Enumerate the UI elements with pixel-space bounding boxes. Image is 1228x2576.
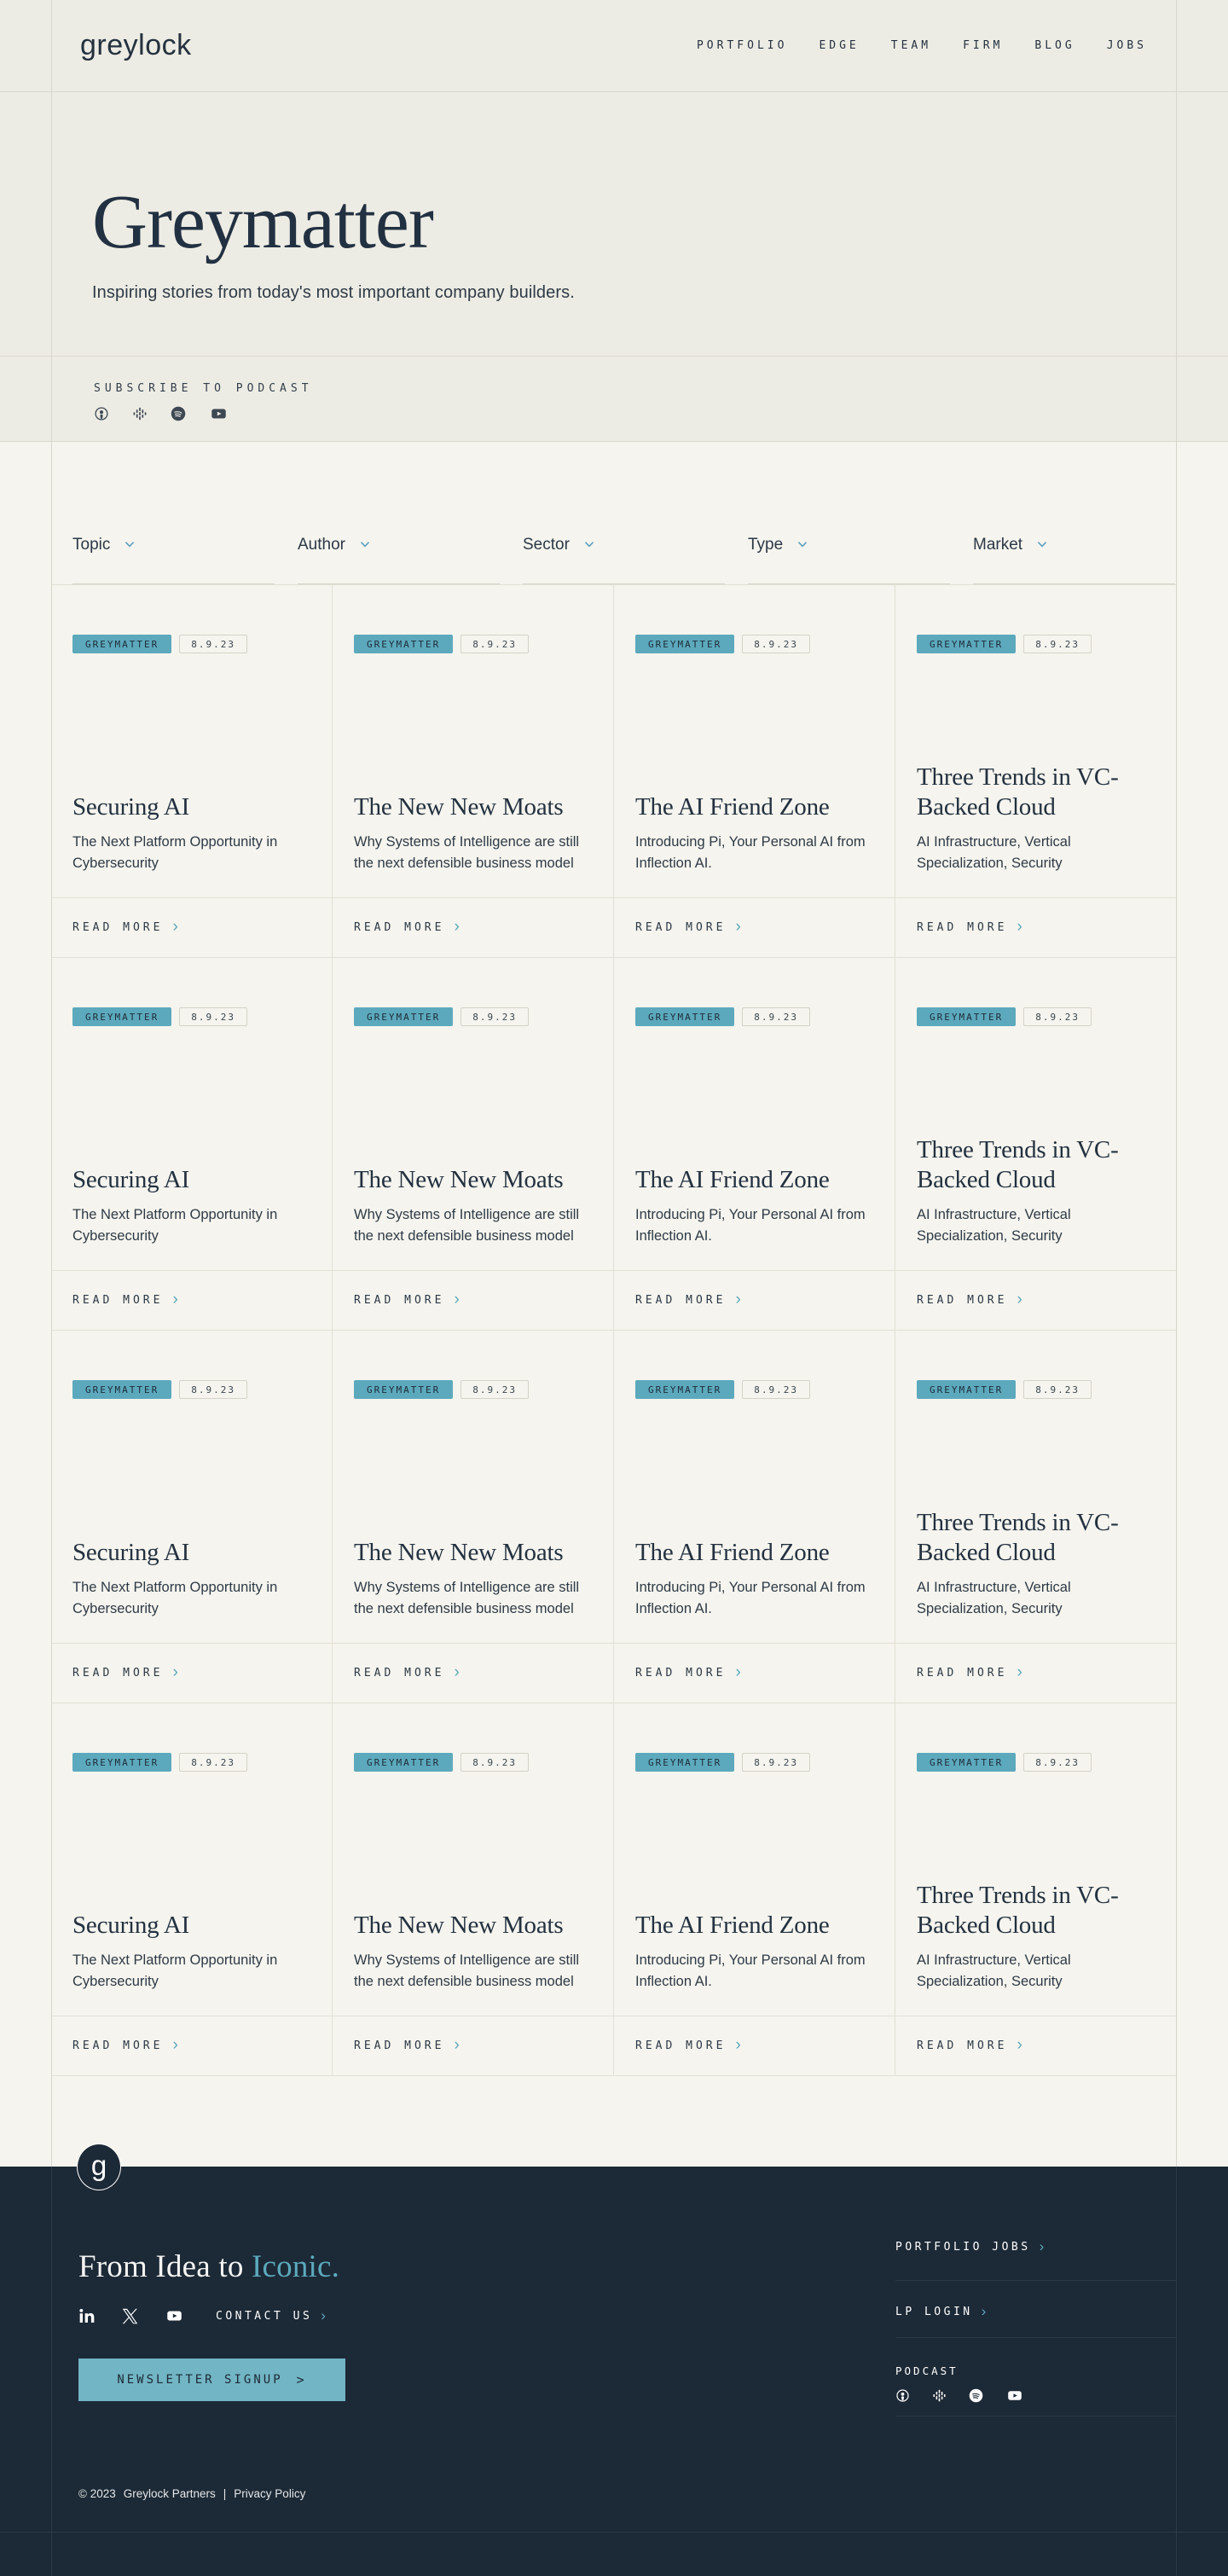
- contact-us-link[interactable]: [216, 2306, 326, 2324]
- youtube-icon: [209, 406, 229, 421]
- article-subtitle: Why Systems of Intelligence are still the next defensible business model: [354, 1206, 580, 1244]
- page-frame-line-right: [1176, 0, 1177, 2167]
- read-more-label: READ MORE: [635, 1294, 727, 1307]
- filter-label: Market: [973, 535, 1023, 554]
- read-more-label: READ MORE: [917, 2039, 1008, 2052]
- nav-item-portfolio[interactable]: PORTFOLIO: [696, 39, 788, 52]
- youtube-link[interactable]: [209, 406, 229, 421]
- filter-author[interactable]: [298, 517, 500, 584]
- footer-podcast-row: [895, 2338, 1176, 2416]
- read-more-link[interactable]: [51, 1643, 332, 1703]
- chevron-right-icon: ›: [172, 1663, 178, 1681]
- privacy-policy-link[interactable]: Privacy Policy: [234, 2487, 306, 2500]
- date-chip: 8.9.23: [179, 1007, 247, 1026]
- article-grid: [51, 584, 1177, 2076]
- linkedin-link[interactable]: [78, 2307, 96, 2324]
- card-tag-row: [333, 1753, 613, 1772]
- card-tag-row: [51, 1007, 332, 1026]
- chevron-down-icon: [584, 541, 594, 548]
- footer-social-row: [78, 2307, 345, 2324]
- read-more-link[interactable]: [51, 897, 332, 957]
- article-card[interactable]: [895, 1703, 1177, 2076]
- nav-item-firm[interactable]: FIRM: [963, 39, 1004, 52]
- apple-podcasts-icon: [895, 2388, 910, 2403]
- footer-link-row: [895, 2281, 1176, 2338]
- read-more-link[interactable]: [895, 2016, 1177, 2075]
- date-chip: 8.9.23: [460, 635, 529, 653]
- read-more-label: READ MORE: [635, 2039, 727, 2052]
- article-title: The New New Moats: [354, 1166, 564, 1194]
- read-more-link[interactable]: [333, 1270, 613, 1330]
- article-subtitle: The Next Platform Opportunity in Cybersecurity: [72, 1206, 278, 1244]
- chevron-right-icon: ›: [172, 1291, 178, 1308]
- nav-item-edge[interactable]: EDGE: [819, 39, 860, 52]
- article-subtitle: AI Infrastructure, Vertical Specialization, Security: [917, 833, 1071, 872]
- article-title: Three Trends in VC-Backed Cloud: [917, 1882, 1119, 1940]
- read-more-link[interactable]: [333, 897, 613, 957]
- read-more-link[interactable]: [51, 2016, 332, 2075]
- card-tag-row: [614, 1380, 895, 1399]
- youtube-link[interactable]: [165, 2308, 184, 2324]
- date-chip: 8.9.23: [460, 1753, 529, 1772]
- chevron-down-icon: [360, 541, 370, 548]
- article-title: The AI Friend Zone: [635, 1912, 830, 1940]
- read-more-label: READ MORE: [917, 1667, 1008, 1680]
- read-more-link[interactable]: [895, 1270, 1177, 1330]
- article-subtitle: Why Systems of Intelligence are still the next defensible business model: [354, 1952, 580, 1990]
- read-more-label: READ MORE: [635, 921, 727, 934]
- contact-us-label: CONTACT US: [216, 2309, 313, 2323]
- card-body: [895, 1772, 1177, 2016]
- page-frame-line-left: [51, 0, 52, 2167]
- chevron-right-icon: ›: [1039, 2238, 1045, 2254]
- chevron-right-icon: ›: [735, 918, 741, 936]
- greymatter-badge: GREYMATTER: [635, 1380, 734, 1399]
- greymatter-badge: GREYMATTER: [354, 1007, 453, 1026]
- read-more-link[interactable]: [614, 897, 895, 957]
- card-tag-row: [895, 1753, 1177, 1772]
- card-tag-row: [614, 1007, 895, 1026]
- card-tag-row: [333, 1380, 613, 1399]
- card-tag-row: [895, 1007, 1177, 1026]
- filter-label: Sector: [523, 535, 570, 554]
- article-card[interactable]: [614, 585, 895, 958]
- subscribe-label: SUBSCRIBE TO PODCAST: [94, 382, 313, 395]
- article-card[interactable]: [51, 1331, 333, 1703]
- read-more-label: READ MORE: [72, 1294, 164, 1307]
- card-body: [333, 653, 613, 897]
- date-chip: 8.9.23: [1023, 1753, 1092, 1772]
- article-subtitle: The Next Platform Opportunity in Cybersecurity: [72, 833, 278, 872]
- article-title: Securing AI: [72, 793, 190, 821]
- article-card[interactable]: [614, 1703, 895, 2076]
- greymatter-badge: GREYMATTER: [635, 1753, 734, 1772]
- chevron-right-icon: ›: [1017, 918, 1022, 936]
- card-tag-row: [333, 1007, 613, 1026]
- apple-podcasts-link[interactable]: [94, 406, 109, 421]
- footer-frame-line-right: [1176, 2167, 1177, 2576]
- footer-apple-podcasts-link[interactable]: [895, 2388, 910, 2403]
- card-tag-row: [895, 1380, 1177, 1399]
- chevron-right-icon: ›: [454, 918, 460, 936]
- google-podcasts-link[interactable]: [132, 406, 148, 421]
- card-body: [333, 1026, 613, 1270]
- google-podcasts-icon: [132, 406, 148, 421]
- article-subtitle: Introducing Pi, Your Personal AI from Inflection AI.: [635, 833, 866, 872]
- google-podcasts-icon: [932, 2388, 947, 2403]
- copyright-divider: |: [223, 2487, 227, 2500]
- date-chip: 8.9.23: [742, 635, 810, 653]
- read-more-label: READ MORE: [354, 1667, 445, 1680]
- apple-podcasts-icon: [94, 406, 109, 421]
- g-logo-letter: g: [90, 2149, 107, 2181]
- date-chip: 8.9.23: [179, 1380, 247, 1399]
- article-subtitle: AI Infrastructure, Vertical Specialization, Security: [917, 1579, 1071, 1617]
- greylock-g-logo[interactable]: [77, 2144, 121, 2190]
- newsletter-label: NEWSLETTER SIGNUP: [117, 2373, 283, 2387]
- card-body: [333, 1399, 613, 1643]
- pre-footer-gap: [0, 2076, 1228, 2167]
- date-chip: 8.9.23: [742, 1007, 810, 1026]
- newsletter-arrow-icon: >: [296, 2372, 307, 2387]
- chevron-right-icon: ›: [981, 2303, 987, 2319]
- nav-item-team[interactable]: TEAM: [890, 39, 932, 52]
- article-title: The AI Friend Zone: [635, 1166, 830, 1194]
- hero-section: [0, 92, 1228, 357]
- chevron-down-icon: [797, 541, 808, 548]
- greymatter-badge: GREYMATTER: [635, 635, 734, 653]
- subscribe-icon-row: [94, 406, 1228, 421]
- read-more-label: READ MORE: [72, 2039, 164, 2052]
- read-more-label: READ MORE: [635, 1667, 727, 1680]
- copyright-year: © 2023: [78, 2487, 116, 2500]
- greymatter-badge: GREYMATTER: [72, 635, 171, 653]
- chevron-right-icon: ›: [172, 2036, 178, 2054]
- footer-tagline: [78, 2248, 345, 2285]
- article-subtitle: Introducing Pi, Your Personal AI from Inflection AI.: [635, 1952, 866, 1990]
- date-chip: 8.9.23: [1023, 635, 1092, 653]
- article-title: The AI Friend Zone: [635, 1539, 830, 1567]
- read-more-link[interactable]: [333, 1643, 613, 1703]
- article-title: The New New Moats: [354, 793, 564, 821]
- article-subtitle: AI Infrastructure, Vertical Specialization, Security: [917, 1206, 1071, 1244]
- portfolio-jobs-link[interactable]: [895, 2240, 1176, 2254]
- article-subtitle: Introducing Pi, Your Personal AI from Inflection AI.: [635, 1579, 866, 1617]
- article-card[interactable]: [333, 958, 614, 1331]
- chevron-right-icon: ›: [735, 1663, 741, 1681]
- card-tag-row: [614, 635, 895, 653]
- article-subtitle: The Next Platform Opportunity in Cybersecurity: [72, 1579, 278, 1617]
- article-subtitle: The Next Platform Opportunity in Cybersecurity: [72, 1952, 278, 1990]
- podcast-label: PODCAST: [895, 2364, 959, 2377]
- copyright-company: Greylock Partners: [123, 2487, 216, 2500]
- footer-podcast-icon-row: [895, 2388, 1176, 2403]
- article-card[interactable]: [51, 1703, 333, 2076]
- chevron-down-icon: [1037, 541, 1047, 548]
- page-title: Greymatter: [92, 180, 433, 264]
- date-chip: 8.9.23: [742, 1380, 810, 1399]
- greymatter-badge: GREYMATTER: [72, 1753, 171, 1772]
- card-body: [333, 1772, 613, 2016]
- spotify-link[interactable]: [171, 406, 186, 421]
- card-tag-row: [51, 635, 332, 653]
- greymatter-badge: GREYMATTER: [635, 1007, 734, 1026]
- spotify-icon: [171, 406, 186, 421]
- greymatter-badge: GREYMATTER: [72, 1380, 171, 1399]
- chevron-right-icon: ›: [1017, 1291, 1022, 1308]
- card-body: [51, 653, 332, 897]
- article-subtitle: Introducing Pi, Your Personal AI from Inflection AI.: [635, 1206, 866, 1244]
- date-chip: 8.9.23: [179, 1753, 247, 1772]
- chevron-right-icon: ›: [1017, 2036, 1022, 2054]
- footer-link-row: [895, 2167, 1176, 2281]
- article-card[interactable]: [895, 958, 1177, 1331]
- footer-right-column: [895, 2167, 1176, 2416]
- article-card[interactable]: [333, 1703, 614, 2076]
- greymatter-badge: GREYMATTER: [917, 1007, 1016, 1026]
- card-tag-row: [333, 635, 613, 653]
- article-card[interactable]: [333, 585, 614, 958]
- read-more-link[interactable]: [614, 2016, 895, 2075]
- read-more-label: READ MORE: [354, 921, 445, 934]
- article-subtitle: Why Systems of Intelligence are still the next defensible business model: [354, 833, 580, 872]
- footer-youtube-link[interactable]: [1005, 2388, 1024, 2403]
- article-title: Three Trends in VC-Backed Cloud: [917, 763, 1119, 821]
- chevron-right-icon: ›: [1017, 1663, 1022, 1681]
- read-more-link[interactable]: [614, 1270, 895, 1330]
- x-icon: [122, 2308, 138, 2324]
- read-more-link[interactable]: [51, 1270, 332, 1330]
- main-nav: [697, 39, 1147, 52]
- card-body: [614, 653, 895, 897]
- read-more-link[interactable]: [895, 1643, 1177, 1703]
- card-body: [895, 1026, 1177, 1270]
- filter-sector[interactable]: [523, 517, 725, 584]
- card-body: [51, 1772, 332, 2016]
- tagline-accent: Iconic.: [251, 2249, 340, 2284]
- article-title: The New New Moats: [354, 1912, 564, 1940]
- page-subtitle: Inspiring stories from today's most important company builders.: [92, 283, 575, 302]
- filter-label: Topic: [72, 535, 111, 554]
- greymatter-badge: GREYMATTER: [917, 635, 1016, 653]
- date-chip: 8.9.23: [1023, 1007, 1092, 1026]
- chevron-right-icon: ›: [454, 1663, 460, 1681]
- read-more-link[interactable]: [333, 2016, 613, 2075]
- lp-login-label: LP LOGIN: [895, 2306, 973, 2318]
- article-card[interactable]: [895, 585, 1177, 958]
- site-footer: [0, 2149, 1228, 2576]
- article-card[interactable]: [51, 958, 333, 1331]
- article-card[interactable]: [895, 1331, 1177, 1703]
- card-tag-row: [51, 1380, 332, 1399]
- chevron-right-icon: ›: [735, 1291, 741, 1308]
- article-title: The AI Friend Zone: [635, 793, 830, 821]
- card-body: [614, 1026, 895, 1270]
- chevron-right-icon: ›: [321, 2306, 326, 2324]
- greylock-logo[interactable]: greylock: [80, 29, 192, 61]
- article-title: Securing AI: [72, 1539, 190, 1567]
- filter-bar: [0, 442, 1228, 584]
- greymatter-badge: GREYMATTER: [917, 1753, 1016, 1772]
- filter-label: Type: [748, 535, 784, 554]
- read-more-link[interactable]: [895, 897, 1177, 957]
- date-chip: 8.9.23: [742, 1753, 810, 1772]
- article-subtitle: AI Infrastructure, Vertical Specialization, Security: [917, 1952, 1071, 1990]
- article-title: Securing AI: [72, 1912, 190, 1940]
- greymatter-badge: GREYMATTER: [354, 1380, 453, 1399]
- read-more-label: READ MORE: [354, 1294, 445, 1307]
- article-title: The New New Moats: [354, 1539, 564, 1567]
- read-more-label: READ MORE: [72, 1667, 164, 1680]
- subscribe-band: [0, 357, 1228, 442]
- read-more-label: READ MORE: [72, 921, 164, 934]
- article-title: Securing AI: [72, 1166, 190, 1194]
- card-body: [895, 653, 1177, 897]
- greymatter-badge: GREYMATTER: [354, 1753, 453, 1772]
- filter-label: Author: [298, 535, 345, 554]
- article-title: Three Trends in VC-Backed Cloud: [917, 1509, 1119, 1567]
- article-title: Three Trends in VC-Backed Cloud: [917, 1136, 1119, 1194]
- article-card[interactable]: [614, 958, 895, 1331]
- footer-frame-line-left: [51, 2167, 52, 2576]
- youtube-icon: [165, 2308, 184, 2324]
- chevron-right-icon: ›: [454, 2036, 460, 2054]
- date-chip: 8.9.23: [460, 1007, 529, 1026]
- card-body: [51, 1399, 332, 1643]
- card-body: [614, 1399, 895, 1643]
- chevron-down-icon: [125, 541, 135, 548]
- x-link[interactable]: [122, 2308, 138, 2324]
- youtube-icon: [1005, 2388, 1024, 2403]
- footer-spotify-link[interactable]: [969, 2388, 983, 2403]
- read-more-link[interactable]: [614, 1643, 895, 1703]
- chevron-right-icon: ›: [172, 918, 178, 936]
- card-tag-row: [614, 1753, 895, 1772]
- chevron-right-icon: ›: [735, 2036, 741, 2054]
- card-tag-row: [51, 1753, 332, 1772]
- copyright-row: [78, 2487, 305, 2500]
- portfolio-jobs-label: PORTFOLIO JOBS: [895, 2241, 1031, 2254]
- article-card[interactable]: [614, 1331, 895, 1703]
- greymatter-badge: GREYMATTER: [917, 1380, 1016, 1399]
- newsletter-signup-button[interactable]: [78, 2358, 345, 2401]
- nav-item-blog[interactable]: BLOG: [1034, 39, 1075, 52]
- date-chip: 8.9.23: [460, 1380, 529, 1399]
- read-more-label: READ MORE: [917, 1294, 1008, 1307]
- article-subtitle: Why Systems of Intelligence are still the next defensible business model: [354, 1579, 580, 1617]
- read-more-label: READ MORE: [354, 2039, 445, 2052]
- footer-left-column: [78, 2167, 345, 2401]
- filter-market[interactable]: [973, 517, 1175, 584]
- greymatter-badge: GREYMATTER: [354, 635, 453, 653]
- filter-type[interactable]: [748, 517, 950, 584]
- card-body: [51, 1026, 332, 1270]
- site-header: [0, 0, 1228, 92]
- spotify-icon: [969, 2388, 983, 2403]
- filter-topic[interactable]: [72, 517, 275, 584]
- footer-google-podcasts-link[interactable]: [932, 2388, 947, 2403]
- card-body: [895, 1399, 1177, 1643]
- read-more-label: READ MORE: [917, 921, 1008, 934]
- card-tag-row: [895, 635, 1177, 653]
- tagline-prefix: From Idea to: [78, 2249, 252, 2284]
- article-card[interactable]: [333, 1331, 614, 1703]
- nav-item-jobs[interactable]: JOBS: [1106, 39, 1147, 52]
- lp-login-link[interactable]: [895, 2305, 1176, 2319]
- chevron-right-icon: ›: [454, 1291, 460, 1308]
- linkedin-icon: [78, 2307, 96, 2324]
- greymatter-badge: GREYMATTER: [72, 1007, 171, 1026]
- date-chip: 8.9.23: [1023, 1380, 1092, 1399]
- card-body: [614, 1772, 895, 2016]
- date-chip: 8.9.23: [179, 635, 247, 653]
- article-card[interactable]: [51, 585, 333, 958]
